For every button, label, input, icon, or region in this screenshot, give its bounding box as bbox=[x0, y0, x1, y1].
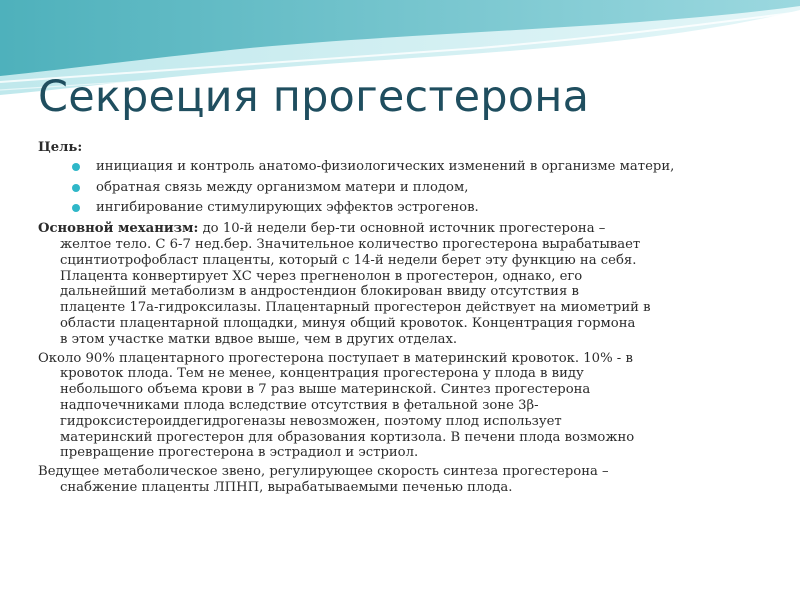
paragraph-line: дальнейший метаболизм в андростендион блокирован ввиду отсутствия в bbox=[60, 284, 579, 300]
goal-label: Цель: bbox=[38, 140, 83, 155]
list-item bbox=[38, 159, 762, 175]
paragraph-line: снабжение плаценты ЛПНП, вырабатываемыми печенью плода. bbox=[60, 479, 513, 495]
mechanism-paragraph bbox=[38, 221, 762, 347]
paragraph-first-line: Около 90% плацентарного прогестерона поступает в материнский кровоток. 10% - в bbox=[38, 350, 633, 366]
paragraph-line: материнский прогестерон для образования кортизола. В печени плода возможно bbox=[60, 429, 635, 445]
paragraph-line: плаценте 17а-гидроксилазы. Плацентарный прогестерон действует на миометрий в bbox=[60, 300, 651, 316]
paragraph-line: желтое тело. С 6-7 нед.бер. Значительное количество прогестерона вырабатывает bbox=[60, 236, 641, 252]
bullet-text: обратная связь между организмом матери и плодом, bbox=[96, 179, 469, 195]
paragraph-line: небольшого объема крови в 7 раз выше материнской. Синтез прогестерона bbox=[60, 382, 591, 398]
paragraph-line: кровоток плода. Тем не менее, концентрация прогестерона у плода в виду bbox=[60, 366, 584, 382]
slide-title: Секреция прогестерона bbox=[38, 72, 590, 122]
paragraph-line: сцинтиотрофобласт плаценты, который с 14-й недели берет эту функцию на себя. bbox=[60, 252, 637, 268]
paragraph-line: надпочечниками плода вследствие отсутствия в фетальной зоне 3β- bbox=[60, 397, 539, 413]
paragraph-line: гидроксистероиддегидрогеназы невозможен, поэтому плод использует bbox=[60, 413, 562, 429]
paragraph-line: в этом участке матки вдвое выше, чем в других отделах. bbox=[60, 331, 458, 347]
list-item bbox=[38, 200, 762, 216]
paragraph-line: Плацента конвертирует ХС через прегненолон в прогестерон, однако, его bbox=[60, 268, 583, 284]
goal-bullet-list bbox=[38, 159, 762, 216]
mechanism-first-line: до 10-й недели бер-ти основной источник прогестерона – bbox=[198, 221, 606, 237]
list-item bbox=[38, 180, 762, 196]
paragraph-first-line: Ведущее метаболическое звено, регулирующее скорость синтеза прогестерона – bbox=[38, 464, 609, 480]
bullet-text: инициация и контроль анатомо-физиологических изменений в организме матери, bbox=[96, 158, 675, 174]
slide-body bbox=[38, 140, 762, 499]
metabolic-link-paragraph bbox=[38, 464, 762, 496]
bullet-text: ингибирование стимулирующих эффектов эстрогенов. bbox=[96, 200, 479, 216]
bullet-dot-icon bbox=[72, 184, 80, 192]
placental-progesterone-paragraph bbox=[38, 351, 762, 462]
paragraph-line: превращение прогестерона в эстрадиол и эстриол. bbox=[60, 445, 419, 461]
mechanism-label: Основной механизм: bbox=[38, 221, 199, 237]
bullet-dot-icon bbox=[72, 163, 80, 171]
paragraph-line: области плацентарной площадки, минуя общий кровоток. Концентрация гормона bbox=[60, 315, 636, 331]
bullet-dot-icon bbox=[72, 204, 80, 212]
